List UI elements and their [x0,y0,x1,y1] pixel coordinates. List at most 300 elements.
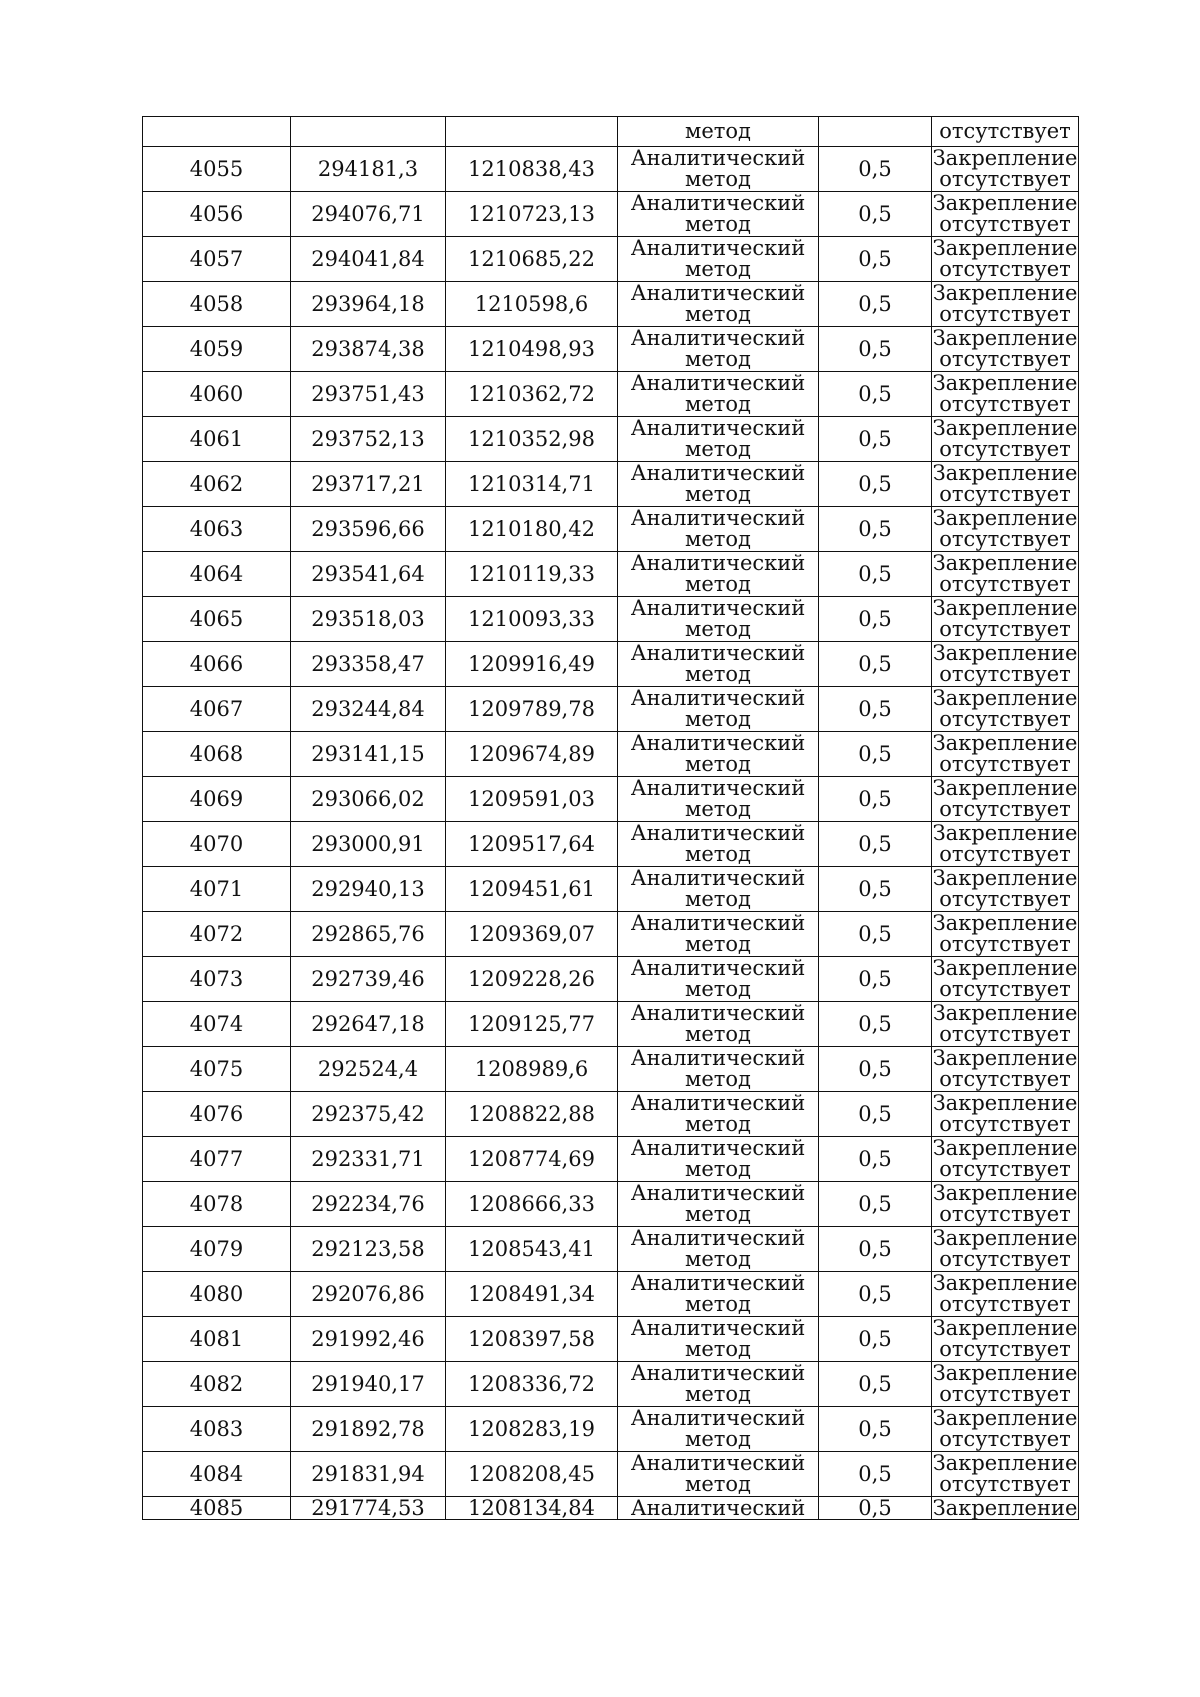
cell-y-coordinate: 1208208,45 [446,1452,618,1497]
method-line-1: Аналитический [630,956,806,980]
fixing-line-1: Закрепление [932,1001,1078,1025]
cell-method [618,1137,819,1182]
fixing-line-1: Закрепление [932,686,1078,710]
fixing-line-1: Закрепление [932,371,1078,395]
cell-y-coordinate: 1209517,64 [446,822,618,867]
fixing-line-2: отсутствует [939,662,1071,686]
table-body [143,117,1079,1520]
cell-precision: 0,5 [819,552,932,597]
fixing-line-1: Закрепление [932,956,1078,980]
method-line-1: Аналитический [630,1091,806,1115]
cell-method [618,957,819,1002]
fixing-line-2: отсутствует [939,1112,1071,1136]
method-line-2: метод [685,977,751,1001]
fixing-line-1: Закрепление [932,1451,1078,1475]
cell-y-coordinate: 1210685,22 [446,237,618,282]
method-stack [618,1408,818,1450]
cell-point-number: 4070 [143,822,291,867]
cell-fixing [932,552,1079,597]
fixing-line-2: отсутствует [939,1022,1071,1046]
fixing-line-1: Закрепление [932,326,1078,350]
method-stack [618,148,818,190]
method-stack [618,193,818,235]
fixing-line-1: Закрепление [932,551,1078,575]
fixing-stack [932,283,1078,325]
cell-y-coordinate: 1210598,6 [446,282,618,327]
method-line-1: Аналитический [630,236,806,260]
method-line-2: метод [685,617,751,641]
fixing-stack [932,553,1078,595]
cell-y-coordinate: 1210119,33 [446,552,618,597]
cell-x-coordinate: 293874,38 [291,327,446,372]
cell-y-coordinate: 1210180,42 [446,507,618,552]
table-row [143,237,1079,282]
method-line-2: метод [685,707,751,731]
cell-fixing [932,147,1079,192]
fixing-line-1: Закрепление [932,1046,1078,1070]
method-line-2: метод [685,212,751,236]
cell-y-coordinate [446,117,618,147]
cell-precision: 0,5 [819,642,932,687]
table-row [143,372,1079,417]
fixing-line-1: Закрепление [932,1136,1078,1160]
cell-method [618,597,819,642]
cell-fixing [932,1272,1079,1317]
cell-y-coordinate: 1209674,89 [446,732,618,777]
fixing-line-1: Закрепление [932,146,1078,170]
cell-fixing [932,687,1079,732]
method-stack [618,508,818,550]
fixing-stack [932,373,1078,415]
cell-point-number: 4076 [143,1092,291,1137]
cell-point-number: 4077 [143,1137,291,1182]
fixing-line-2: отсутствует [939,752,1071,776]
method-stack [618,1093,818,1135]
cell-x-coordinate: 291940,17 [291,1362,446,1407]
method-line-2: метод [685,437,751,461]
cell-x-coordinate: 293596,66 [291,507,446,552]
method-stack [618,1453,818,1495]
cell-point-number: 4058 [143,282,291,327]
fixing-line-1: Закрепление [932,236,1078,260]
method-line-1: Аналитический [630,1451,806,1475]
cell-x-coordinate: 291892,78 [291,1407,446,1452]
cell-method [618,192,819,237]
fixing-line-2: отсутствует [939,572,1071,596]
cell-point-number: 4069 [143,777,291,822]
fixing-stack [932,1273,1078,1315]
cell-point-number [143,117,291,147]
cell-method [618,552,819,597]
fixing-line-2: отсутствует [939,1427,1071,1451]
fixing-stack [932,418,1078,460]
table-row [143,1407,1079,1452]
fixing-stack [932,1453,1078,1495]
method-line-2: метод [685,752,751,776]
method-stack [618,688,818,730]
table-row [143,867,1079,912]
cell-y-coordinate: 1209369,07 [446,912,618,957]
cell-precision: 0,5 [819,1227,932,1272]
fixing-line-2: отсутствует [939,347,1071,371]
cell-x-coordinate: 291992,46 [291,1317,446,1362]
fixing-line-2: отсутствует [939,797,1071,821]
cell-fixing [932,462,1079,507]
cell-precision: 0,5 [819,1002,932,1047]
table-row [143,1272,1079,1317]
cell-x-coordinate: 293518,03 [291,597,446,642]
cell-point-number: 4064 [143,552,291,597]
cell-x-coordinate: 293717,21 [291,462,446,507]
table-row [143,282,1079,327]
method-line-1: Аналитический [630,1046,806,1070]
cell-y-coordinate: 1209591,03 [446,777,618,822]
fixing-line-2: отсутствует [939,167,1071,191]
cell-precision: 0,5 [819,732,932,777]
cell-point-number: 4085 [143,1497,291,1520]
fixing-line-2: отсутствует [939,527,1071,551]
table-row [143,1182,1079,1227]
method-line-2: метод [685,1472,751,1496]
cell-fixing [932,507,1079,552]
method-stack [618,238,818,280]
cell-point-number: 4082 [143,1362,291,1407]
method-stack [618,1003,818,1045]
fixing-line-1: Закрепление [932,1091,1078,1115]
table-row [143,912,1079,957]
method-line-2: метод [685,572,751,596]
method-line-1: Аналитический [630,641,806,665]
fixing-line-2: отсутствует [939,1337,1071,1361]
cell-x-coordinate: 293358,47 [291,642,446,687]
cell-y-coordinate: 1210498,93 [446,327,618,372]
method-line-1: Аналитический [630,551,806,575]
cell-x-coordinate: 292234,76 [291,1182,446,1227]
cell-precision: 0,5 [819,1047,932,1092]
cell-precision: 0,5 [819,957,932,1002]
table-row [143,1137,1079,1182]
method-stack [618,913,818,955]
cell-fixing [932,732,1079,777]
fixing-line-2: отсутствует [939,1202,1071,1226]
fixing-stack [932,823,1078,865]
fixing-stack [932,1228,1078,1270]
cell-x-coordinate: 293066,02 [291,777,446,822]
method-stack [618,283,818,325]
cell-point-number: 4063 [143,507,291,552]
cell-x-coordinate: 293751,43 [291,372,446,417]
cell-x-coordinate: 292375,42 [291,1092,446,1137]
cell-point-number: 4074 [143,1002,291,1047]
table-row [143,1047,1079,1092]
method-stack [618,418,818,460]
cell-y-coordinate: 1208666,33 [446,1182,618,1227]
cell-fixing [932,1362,1079,1407]
cell-fixing: Закрепление [932,1496,1078,1520]
cell-precision: 0,5 [819,1182,932,1227]
cell-y-coordinate: 1208774,69 [446,1137,618,1182]
cell-x-coordinate: 294041,84 [291,237,446,282]
method-line-1: Аналитический [630,731,806,755]
cell-fixing [932,777,1079,822]
cell-x-coordinate: 293752,13 [291,417,446,462]
cell-method [618,372,819,417]
method-stack [618,328,818,370]
cell-x-coordinate: 293541,64 [291,552,446,597]
method-line-1: Аналитический [630,686,806,710]
method-stack [618,1048,818,1090]
fixing-line-1: Закрепление [932,596,1078,620]
method-stack [618,463,818,505]
cell-precision: 0,5 [819,417,932,462]
cell-point-number: 4072 [143,912,291,957]
method-line-1: Аналитический [630,1181,806,1205]
cell-x-coordinate: 292331,71 [291,1137,446,1182]
cell-method [618,1272,819,1317]
fixing-line-1: Закрепление [932,866,1078,890]
cell-precision: 0,5 [819,372,932,417]
cell-precision: 0,5 [819,777,932,822]
cell-method [618,1227,819,1272]
fixing-stack [932,1048,1078,1090]
cell-method [618,1317,819,1362]
cell-precision: 0,5 [819,462,932,507]
cell-x-coordinate: 291831,94 [291,1452,446,1497]
method-line-1: Аналитический [630,866,806,890]
method-line-2: метод [685,1382,751,1406]
fixing-stack [932,1183,1078,1225]
method-stack [618,1363,818,1405]
cell-x-coordinate [291,117,446,147]
method-line-1: Аналитический [630,1136,806,1160]
method-line-1: Аналитический [630,596,806,620]
cell-fixing [932,1137,1079,1182]
cell-point-number: 4078 [143,1182,291,1227]
cell-precision: 0,5 [819,327,932,372]
method-line-1: Аналитический [630,506,806,530]
method-line-2: метод [685,1427,751,1451]
cell-y-coordinate: 1209228,26 [446,957,618,1002]
table-row [143,642,1079,687]
cell-fixing [932,192,1079,237]
fixing-line-1: Закрепление [932,191,1078,215]
cell-method [618,282,819,327]
cell-method [618,507,819,552]
fixing-line-1: Закрепление [932,1271,1078,1295]
method-line-1: Аналитический [630,821,806,845]
fixing-line-1: Закрепление [932,1361,1078,1385]
method-line-1: Аналитический [630,776,806,800]
fixing-stack [932,643,1078,685]
cell-y-coordinate: 1208397,58 [446,1317,618,1362]
cell-method: метод [618,117,819,147]
cell-x-coordinate: 293964,18 [291,282,446,327]
fixing-stack [932,1138,1078,1180]
method-line-1: Аналитический [630,1316,806,1340]
cell-method [618,237,819,282]
cell-fixing [932,1047,1079,1092]
fixing-stack [932,328,1078,370]
cell-x-coordinate: 292739,46 [291,957,446,1002]
cell-x-coordinate: 292076,86 [291,1272,446,1317]
cell-precision: 0,5 [819,867,932,912]
method-line-1: Аналитический [630,1361,806,1385]
table-row [143,732,1079,777]
method-line-1: Аналитический [630,461,806,485]
cell-y-coordinate: 1208283,19 [446,1407,618,1452]
cell-fixing: отсутствует [932,117,1079,147]
fixing-line-2: отсутствует [939,842,1071,866]
cell-precision: 0,5 [819,1362,932,1407]
fixing-line-2: отсутствует [939,1067,1071,1091]
method-stack [618,823,818,865]
table-row [143,597,1079,642]
table-row [143,1002,1079,1047]
cell-fixing [932,1407,1079,1452]
cell-precision: 0,5 [819,1497,932,1520]
cell-point-number: 4071 [143,867,291,912]
fixing-line-1: Закрепление [932,1316,1078,1340]
cell-point-number: 4083 [143,1407,291,1452]
cell-y-coordinate: 1210362,72 [446,372,618,417]
cell-point-number: 4062 [143,462,291,507]
fixing-line-1: Закрепление [932,641,1078,665]
cell-point-number: 4067 [143,687,291,732]
table-row [143,1452,1079,1497]
method-line-2: метод [685,482,751,506]
cell-method [618,687,819,732]
cell-method [618,1182,819,1227]
fixing-stack [932,1093,1078,1135]
cell-method [618,867,819,912]
method-stack [618,778,818,820]
cell-y-coordinate: 1210352,98 [446,417,618,462]
fixing-line-2: отсутствует [939,707,1071,731]
method-line-2: метод [685,932,751,956]
fixing-line-2: отсутствует [939,392,1071,416]
method-line-1: Аналитический [630,326,806,350]
cell-x-coordinate: 292647,18 [291,1002,446,1047]
cell-point-number: 4068 [143,732,291,777]
fixing-line-2: отсутствует [939,437,1071,461]
cell-method [618,1002,819,1047]
fixing-stack [932,868,1078,910]
cell-point-number: 4066 [143,642,291,687]
fixing-stack [932,598,1078,640]
fixing-stack [932,193,1078,235]
method-stack [618,958,818,1000]
table-row [143,327,1079,372]
cell-method [618,642,819,687]
cell-fixing [932,372,1079,417]
table-row [143,1092,1079,1137]
method-line-1: Аналитический [630,191,806,215]
table-row [143,777,1079,822]
cell-y-coordinate: 1210723,13 [446,192,618,237]
cell-method [618,1407,819,1452]
method-line-1: Аналитический [630,281,806,305]
table-row [143,1227,1079,1272]
fixing-line-2: отсутствует [939,212,1071,236]
fixing-line-2: отсутствует [939,887,1071,911]
table-row [143,192,1079,237]
cell-x-coordinate: 292865,76 [291,912,446,957]
cell-point-number: 4080 [143,1272,291,1317]
method-line-2: метод [685,527,751,551]
table-row [143,1362,1079,1407]
fixing-stack [932,913,1078,955]
cell-x-coordinate: 291774,53 [291,1497,446,1520]
cell-y-coordinate: 1209916,49 [446,642,618,687]
cell-method [618,147,819,192]
method-line-2: метод [685,1157,751,1181]
cell-fixing [932,642,1079,687]
fixing-line-2: отсутствует [939,302,1071,326]
fixing-line-1: Закрепление [932,506,1078,530]
cell-precision: 0,5 [819,237,932,282]
cell-y-coordinate: 1208543,41 [446,1227,618,1272]
cell-precision: 0,5 [819,147,932,192]
cell-fixing [932,282,1079,327]
cell-y-coordinate: 1209125,77 [446,1002,618,1047]
method-line-1: Аналитический [630,911,806,935]
cell-point-number: 4073 [143,957,291,1002]
method-line-2: метод [685,1112,751,1136]
method-stack [618,868,818,910]
fixing-line-1: Закрепление [932,911,1078,935]
method-line-2: метод [685,1292,751,1316]
method-stack [618,373,818,415]
method-line-1: Аналитический [630,416,806,440]
method-line-2: метод [685,887,751,911]
cell-y-coordinate: 1208336,72 [446,1362,618,1407]
fixing-stack [932,1363,1078,1405]
cell-y-coordinate: 1210314,71 [446,462,618,507]
fixing-stack [932,733,1078,775]
fixing-line-1: Закрепление [932,416,1078,440]
cell-fixing [932,237,1079,282]
table-row-continuation [143,117,1079,147]
method-line-2: метод [685,1022,751,1046]
table-row [143,507,1079,552]
cell-precision: 0,5 [819,282,932,327]
cell-precision: 0,5 [819,822,932,867]
fixing-stack [932,238,1078,280]
fixing-stack [932,778,1078,820]
cell-x-coordinate: 294181,3 [291,147,446,192]
cell-y-coordinate: 1208134,84 [446,1497,618,1520]
cell-precision: 0,5 [819,507,932,552]
cell-method [618,327,819,372]
cell-precision: 0,5 [819,1317,932,1362]
fixing-line-1: Закрепление [932,731,1078,755]
cell-method [618,1047,819,1092]
method-line-2: метод [685,1337,751,1361]
method-stack [618,1183,818,1225]
cell-precision: 0,5 [819,1272,932,1317]
fixing-line-2: отсутствует [939,977,1071,1001]
cell-precision: 0,5 [819,597,932,642]
cell-x-coordinate: 292940,13 [291,867,446,912]
cell-precision: 0,5 [819,1137,932,1182]
method-line-2: метод [685,662,751,686]
fixing-line-2: отсутствует [939,1292,1071,1316]
table-row [143,462,1079,507]
cell-fixing [932,327,1079,372]
cell-fixing [932,1227,1079,1272]
cell-point-number: 4081 [143,1317,291,1362]
table-row [143,417,1079,462]
